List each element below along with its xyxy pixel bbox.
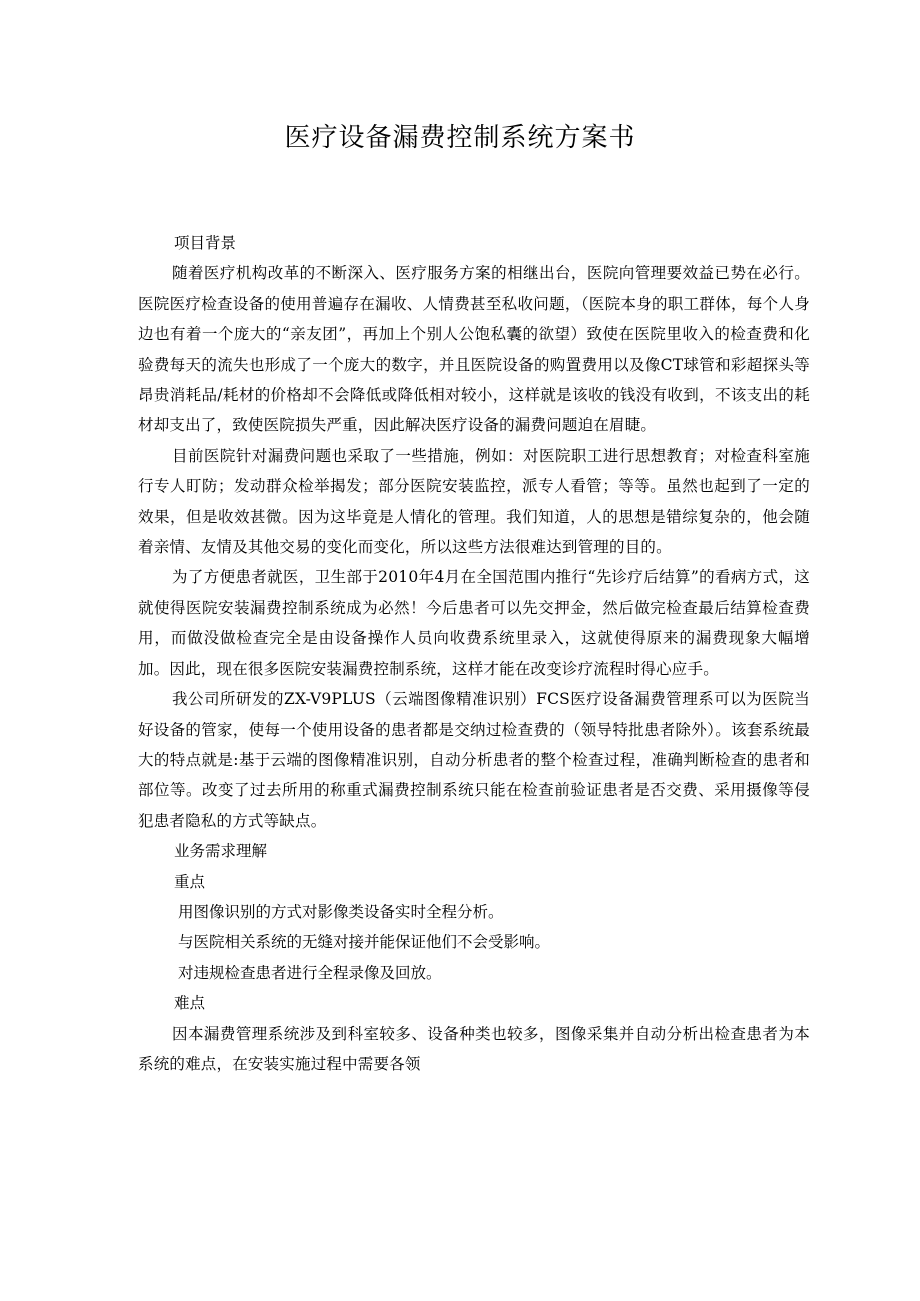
section-heading-requirements: 业务需求理解: [174, 842, 268, 861]
subheading-key-points: 重点: [174, 872, 206, 891]
document-title: 医疗设备漏费控制系统方案书: [284, 123, 636, 153]
key-point-item: 用图像识别的方式对影像类设备实时全程分析。: [178, 902, 504, 921]
background-paragraph-1: 随着医疗机构改革的不断深入、医疗服务方案的相继出台，医院向管理要效益已势在必行。医院医疗检查设备的使用普遍存在漏收、人情费甚至私收问题，（医院本身的职工群体，每个人身边也有着一个庞大的“亲友团”，再加上个别人公饱私囊的欲望）致使在医院里收入的检查费和化验费每天的流失也形成了一个庞大的数字，并且医院设备的购置费用以及像CT球管和彩超探头等昂贵消耗品/耗材的价格却不会降低或降低相对较小，这样就是该收的钱没有收到，不该支出的耗材却支出了，致使医院损失严重，因此解决医疗设备的漏费问题迫在眉睫。: [138, 264, 810, 435]
document-body: [138, 228, 810, 1079]
background-paragraph-3: 为了方便患者就医，卫生部于2010年4月在全国范围内推行“先诊疗后结算”的看病方式，这就使得医院安装漏费控制系统成为必然！今后患者可以先交押金，然后做完检查最后结算检查费用，而做没做检查完全是由设备操作人员向收费系统里录入，这就使得原来的漏费现象大幅增加。因此，现在很多医院安装漏费控制系统，这样才能在改变诊疗流程时得心应手。: [138, 568, 810, 678]
key-point-item: 对违规检查患者进行全程录像及回放。: [178, 963, 442, 982]
key-point-item: 与医院相关系统的无缝对接并能保证他们不会受影响。: [178, 933, 551, 952]
background-paragraph-2: 目前医院针对漏费问题也采取了一些措施，例如：对医院职工进行思想教育；对检查科室施行专人盯防；发动群众检举揭发；部分医院安装监控，派专人看管；等等。虽然也起到了一定的效果，但是收效甚微。因为这毕竟是人情化的管理。我们知道，人的思想是错综复杂的，他会随着亲情、友情及其他交易的变化而变化，所以这些方法很难达到管理的目的。: [138, 446, 810, 557]
difficulties-paragraph: 因本漏费管理系统涉及到科室较多、设备种类也较多，图像采集并自动分析出检查患者为本系统的难点，在安装实施过程中需要各领: [138, 1024, 810, 1073]
section-heading-background: 项目背景: [174, 234, 237, 252]
background-paragraph-4: 我公司所研发的ZX-V9PLUS（云端图像精准识别）FCS医疗设备漏费管理系可以为医院当好设备的管家，使每一个使用设备的患者都是交纳过检查费的（领导特批患者除外）。该套系统最大的特点就是:基于云端的图像精准识别，自动分析患者的整个检查过程，准确判断检查的患者和部位等。改变了过去所用的称重式漏费控制系统只能在检查前验证患者是否交费、采用摄像等侵犯患者隐私的方式等缺点。: [138, 690, 810, 830]
subheading-difficulties: 难点: [174, 994, 206, 1013]
